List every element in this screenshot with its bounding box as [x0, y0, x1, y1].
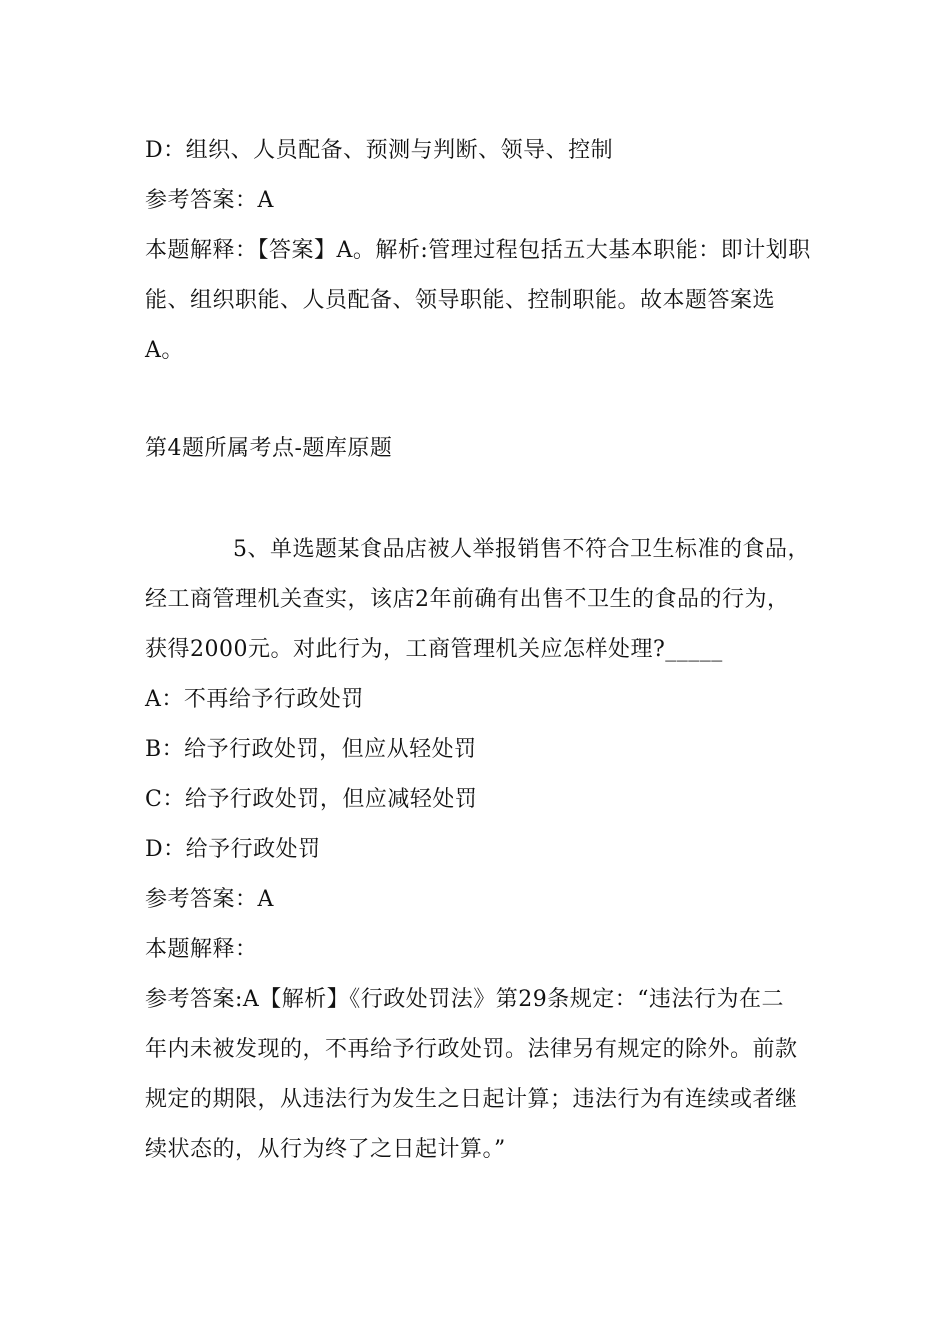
option-d: D：给予行政处罚: [145, 837, 321, 862]
option-b: B：给予行政处罚，但应从轻处罚: [145, 737, 477, 762]
explanation-line-1: 参考答案:A【解析】《行政处罚法》第29条规定：“违法行为在二: [145, 987, 785, 1012]
prev-explanation-line-2: 能、组织职能、人员配备、领导职能、控制职能。故本题答案选: [145, 288, 776, 313]
section-note: 第4题所属考点-题库原题: [145, 436, 393, 461]
option-a: A：不再给予行政处罚: [145, 687, 364, 712]
explanation-line-4: 续状态的，从行为终了之日起计算。”: [145, 1137, 506, 1162]
prev-explanation-line-3: A。: [145, 338, 184, 363]
prev-explanation-line-1: 本题解释：【答案】A。解析:管理过程包括五大基本职能：即计划职: [145, 238, 811, 263]
explanation-label: 本题解释：: [145, 937, 258, 962]
explanation-line-2: 年内未被发现的，不再给予行政处罚。法律另有规定的除外。前款: [145, 1037, 798, 1062]
question-stem-line-1: 5、单选题某食品店被人举报销售不符合卫生标准的食品，: [233, 537, 810, 562]
prev-option-d: D：组织、人员配备、预测与判断、领导、控制: [145, 138, 614, 163]
prev-answer: 参考答案：A: [145, 188, 274, 213]
explanation-line-3: 规定的期限，从违法行为发生之日起计算；违法行为有连续或者继: [145, 1087, 798, 1112]
question-answer: 参考答案：A: [145, 887, 274, 912]
question-stem-line-2: 经工商管理机关查实，该店2年前确有出售不卫生的食品的行为，: [145, 587, 790, 612]
question-stem-line-3: 获得2000元。对此行为，工商管理机关应怎样处理?_____: [145, 637, 723, 662]
option-c: C：给予行政处罚，但应减轻处罚: [145, 787, 478, 812]
